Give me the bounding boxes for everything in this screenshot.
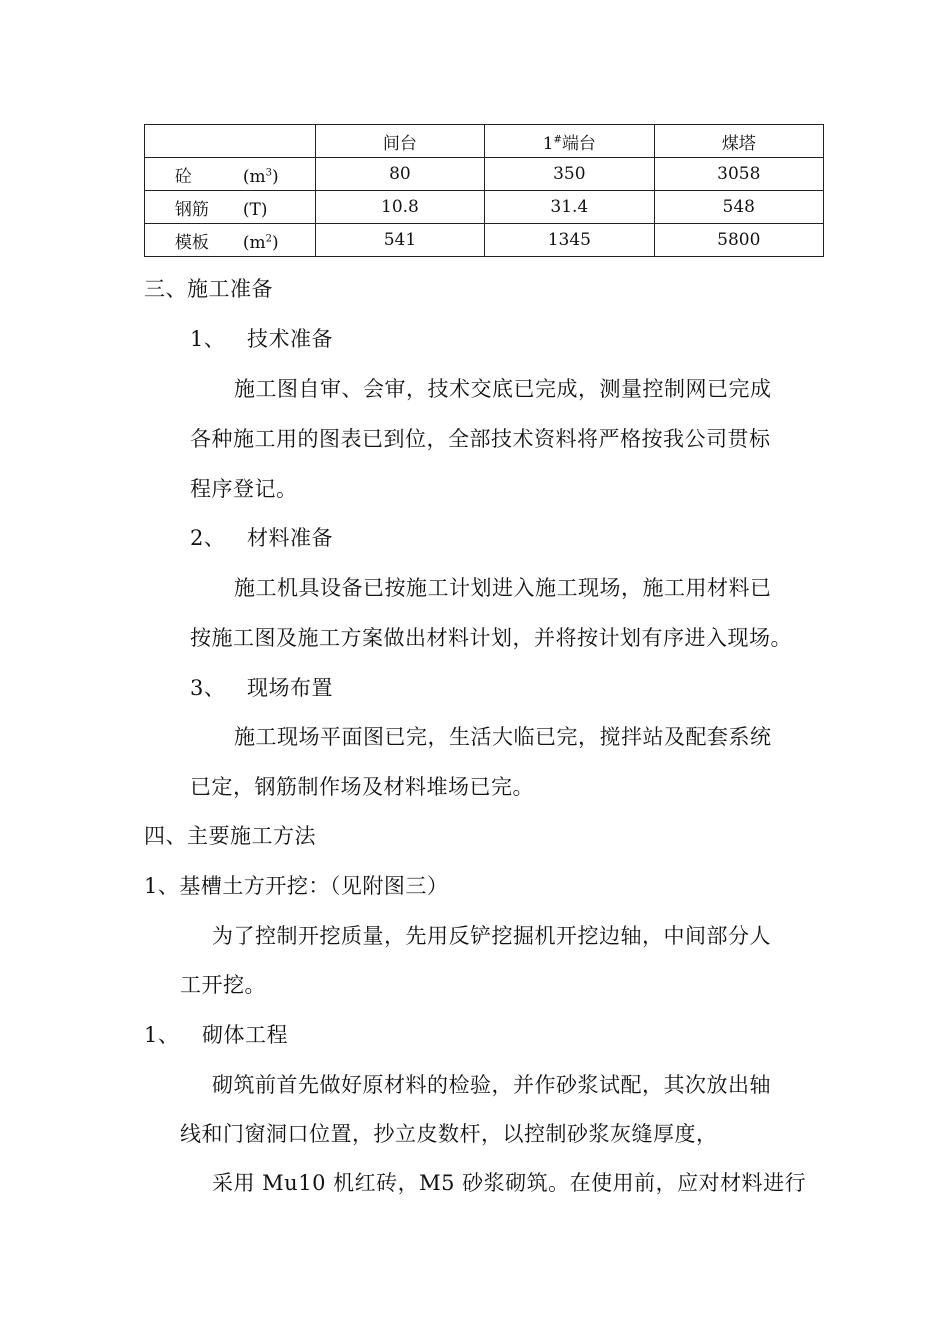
paragraph-line: 采用 Mu10 机红砖，M5 砂浆砌筑。在使用前，应对材料进行	[212, 1171, 807, 1195]
table-header-cell: 1#端台	[485, 125, 654, 158]
paragraph-line: 程序登记。	[190, 477, 298, 501]
paragraph-line: 施工机具设备已按施工计划进入施工现场，施工用材料已	[234, 576, 772, 600]
subsection-heading: 现场布置	[247, 676, 333, 700]
quantity-table	[144, 124, 824, 257]
table-cell: 5800	[654, 224, 823, 257]
subsection-number: 1、	[144, 1023, 180, 1047]
table-header-cell: 煤塔	[654, 125, 823, 158]
table-header-cell	[145, 125, 316, 158]
table-row	[145, 191, 824, 224]
row-name: 模板	[174, 232, 209, 253]
table-cell: 80	[315, 158, 484, 191]
row-name: 砼	[174, 166, 192, 187]
row-unit: $(m^3)$	[242, 166, 279, 187]
paragraph-line: 砌筑前首先做好原材料的检验，并作砂浆试配，其次放出轴	[212, 1073, 771, 1097]
table-row	[145, 158, 824, 191]
table-cell: 541	[315, 224, 484, 257]
row-unit: (T)	[242, 199, 268, 220]
row-name: 钢筋	[174, 199, 209, 220]
table-row	[145, 224, 824, 257]
row-unit: $(m^2)$	[242, 232, 279, 253]
paragraph-line: 施工图自审、会审，技术交底已完成，测量控制网已完成	[234, 377, 772, 401]
section-heading: 四、主要施工方法	[144, 824, 316, 848]
table-cell: 548	[654, 191, 823, 224]
table-header-row	[145, 125, 824, 158]
table-cell: 350	[485, 158, 654, 191]
subsection-number: 3、	[190, 676, 226, 700]
paragraph-line: 按施工图及施工方案做出材料计划，并将按计划有序进入现场。	[190, 626, 792, 650]
paragraph-line: 线和门窗洞口位置，抄立皮数杆，以控制砂浆灰缝厚度，	[180, 1122, 718, 1146]
subsection-heading: 砌体工程	[202, 1023, 288, 1047]
table-cell: 3058	[654, 158, 823, 191]
paragraph-line: 已定，钢筋制作场及材料堆场已完。	[190, 775, 534, 799]
paragraph-line: 各种施工用的图表已到位，全部技术资料将严格按我公司贯标	[190, 427, 771, 451]
table-cell: 10.8	[315, 191, 484, 224]
paragraph-line: 施工现场平面图已完，生活大临已完，搅拌站及配套系统	[234, 725, 772, 749]
table-cell: 31.4	[485, 191, 654, 224]
table-row-label	[145, 224, 316, 257]
subsection-number: 1、	[190, 327, 226, 351]
subsection-number: 2、	[190, 526, 226, 550]
subsection-heading: 1、基槽土方开挖：（见附图三）	[144, 874, 449, 898]
subsection-heading: 技术准备	[247, 327, 333, 351]
table-row-label	[145, 158, 316, 191]
section-heading: 三、施工准备	[144, 277, 273, 301]
table-header-cell: 间台	[315, 125, 484, 158]
paragraph-line: 工开挖。	[180, 973, 266, 997]
table-cell: 1345	[485, 224, 654, 257]
subsection-heading: 材料准备	[247, 526, 333, 550]
paragraph-line: 为了控制开挖质量，先用反铲挖掘机开挖边轴，中间部分人	[212, 924, 771, 948]
table-row-label	[145, 191, 316, 224]
